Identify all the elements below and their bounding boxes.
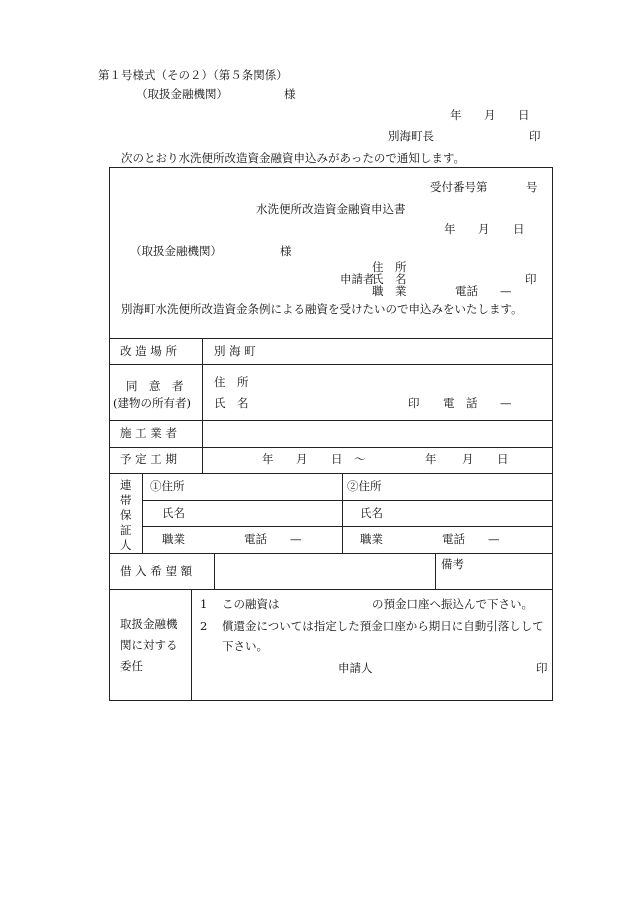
- guarantor1-address-label: ①住所: [150, 479, 185, 493]
- delegation-label-line: 関に対する: [120, 638, 178, 652]
- addressee-org: （取扱金融機関）: [136, 87, 228, 101]
- app-date-day: 日: [513, 222, 525, 236]
- remarks-label: 備考: [441, 557, 464, 571]
- app-date-month: 月: [478, 222, 490, 236]
- app-addressee-org: （取扱金融機関）: [130, 244, 222, 258]
- item2-number: 2: [200, 619, 208, 633]
- issuer-name: 別海町長: [388, 129, 434, 143]
- date-day: 日: [518, 108, 530, 122]
- guarantor-char: 連: [120, 478, 132, 492]
- notice-text: 次のとおり水洗便所改造資金融資申込みがあったので通知します。: [121, 151, 465, 165]
- guarantor2-phone-label: 電話: [442, 532, 465, 546]
- application-statement: 別海町水洗便所改造資金条例による融資を受けたいので申込みをいたします。: [121, 302, 523, 316]
- delegation-applicant-seal: 印: [536, 661, 548, 675]
- item2-text-b: 下さい。: [222, 639, 268, 653]
- delegation-label-line: 委任: [120, 659, 143, 673]
- guarantor-char: 帯: [120, 493, 132, 507]
- applicant-name-label: 氏 名: [372, 272, 407, 286]
- item1-text-b: の預金口座へ振込んで下さい。: [372, 597, 533, 611]
- item1-number: 1: [200, 597, 208, 611]
- app-addressee-sama: 様: [280, 244, 292, 258]
- applicant-phone-dash: —: [500, 284, 512, 298]
- consent-seal: 印: [408, 396, 420, 410]
- guarantor1-phone-label: 電話: [244, 532, 267, 546]
- period-start-day: 日 〜: [331, 452, 366, 466]
- delegation-applicant-label: 申請人: [338, 661, 373, 675]
- guarantor2-address-label: ②住所: [347, 479, 382, 493]
- guarantor2-occupation-label: 職業: [360, 532, 383, 546]
- applicant-phone-label: 電話: [455, 284, 478, 298]
- item1-text-a: この融資は: [222, 597, 280, 611]
- date-month: 月: [484, 108, 496, 122]
- site-value: 別 海 町: [214, 344, 256, 358]
- receipt-number-suffix: 号: [526, 180, 538, 194]
- guarantor1-phone-dash: —: [290, 532, 302, 546]
- item2-text-a: 償還金については指定した預金口座から期日に自動引落しして: [222, 619, 544, 633]
- period-end-day: 日: [497, 452, 509, 466]
- guarantor1-name-label: 氏名: [162, 506, 185, 520]
- guarantor2-phone-dash: —: [488, 532, 500, 546]
- form-title: 水洗便所改造資金融資申込書: [256, 202, 406, 216]
- site-label: 改 造 場 所: [120, 344, 177, 358]
- applicant-prefix: 申請者: [340, 272, 375, 286]
- guarantor-char: 保: [120, 508, 132, 522]
- contractor-label: 施 工 業 者: [120, 426, 177, 440]
- consent-address-label: 住 所: [214, 375, 249, 389]
- period-end-year: 年: [425, 452, 437, 466]
- receipt-number-label: 受付番号第: [430, 180, 488, 194]
- period-label: 予 定 工 期: [120, 452, 177, 466]
- period-start-year: 年: [262, 452, 274, 466]
- applicant-occupation-label: 職 業: [372, 284, 407, 298]
- guarantor1-occupation-label: 職業: [162, 532, 185, 546]
- delegation-label-line: 取扱金融機: [120, 617, 178, 631]
- addressee-sama: 様: [284, 87, 296, 101]
- guarantor-char: 証: [120, 523, 132, 537]
- guarantor-char: 人: [120, 538, 132, 552]
- consent-phone-label: 電 話: [443, 396, 478, 410]
- guarantor2-name-label: 氏名: [360, 506, 383, 520]
- loan-amount-label: 借 入 希 望 額: [120, 564, 193, 578]
- applicant-seal: 印: [525, 272, 537, 286]
- consent-label: 同 意 者: [126, 379, 184, 393]
- applicant-address-label: 住 所: [372, 260, 407, 274]
- form-number: 第１号様式（その２）（第５条関係）: [98, 68, 288, 82]
- date-year: 年: [450, 108, 462, 122]
- consent-phone-dash: —: [500, 396, 512, 410]
- period-end-month: 月: [462, 452, 474, 466]
- period-start-month: 月: [296, 452, 308, 466]
- consent-sublabel: (建物の所有者): [113, 396, 191, 410]
- issuer-seal: 印: [529, 129, 541, 143]
- consent-name-label: 氏 名: [214, 396, 249, 410]
- app-date-year: 年: [444, 222, 456, 236]
